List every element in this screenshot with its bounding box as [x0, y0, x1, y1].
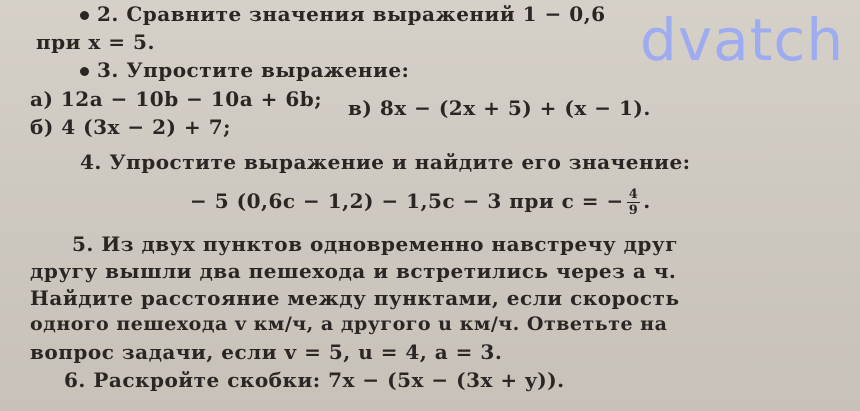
task-2-line-1 [80, 2, 606, 26]
task-5-line-1: 5. Из двух пунктов одновременно навстречу друг [72, 232, 678, 256]
bullet-icon [80, 67, 89, 76]
task-4-expression-text: − 5 (0,6c − 1,2) − 1,5c − 3 при c = − [190, 189, 624, 213]
task-3-item-v: в) 8x − (2x + 5) + (x − 1). [348, 96, 651, 120]
task-3-heading [80, 58, 409, 82]
task-5-line-5: вопрос задачи, если v = 5, u = 4, a = 3. [30, 340, 503, 364]
fraction [627, 188, 641, 217]
task-3-item-b: б) 4 (3x − 2) + 7; [30, 115, 231, 139]
task-4-period: . [643, 189, 651, 213]
task-3-item-a: а) 12a − 10b − 10a + 6b; [30, 87, 323, 111]
fraction-numerator: 4 [628, 187, 639, 202]
task-5-line-4: одного пешехода v км/ч, а другого u км/ч. Ответьте на [30, 313, 668, 335]
task-6-text: 6. Раскройте скобки: 7x − (5x − (3x + y)). [64, 368, 565, 392]
task-3-title: Упростите выражение: [126, 58, 410, 82]
task-2-line-2: при x = 5. [36, 30, 155, 54]
task-2-number: 2. [97, 2, 119, 26]
task-5-line-2: другу вышли два пешехода и встретились через a ч. [30, 259, 677, 283]
bullet-icon [80, 11, 89, 20]
task-4-expression [190, 188, 651, 217]
task-2-text: Сравните значения выражений 1 − 0,6 [126, 2, 606, 26]
task-4-text: 4. Упростите выражение и найдите его значение: [80, 150, 691, 174]
watermark: dvatch [640, 6, 845, 74]
fraction-denominator: 9 [628, 203, 639, 218]
task-5-line-3: Найдите расстояние между пунктами, если скорость [30, 286, 680, 310]
task-3-number: 3. [97, 58, 119, 82]
